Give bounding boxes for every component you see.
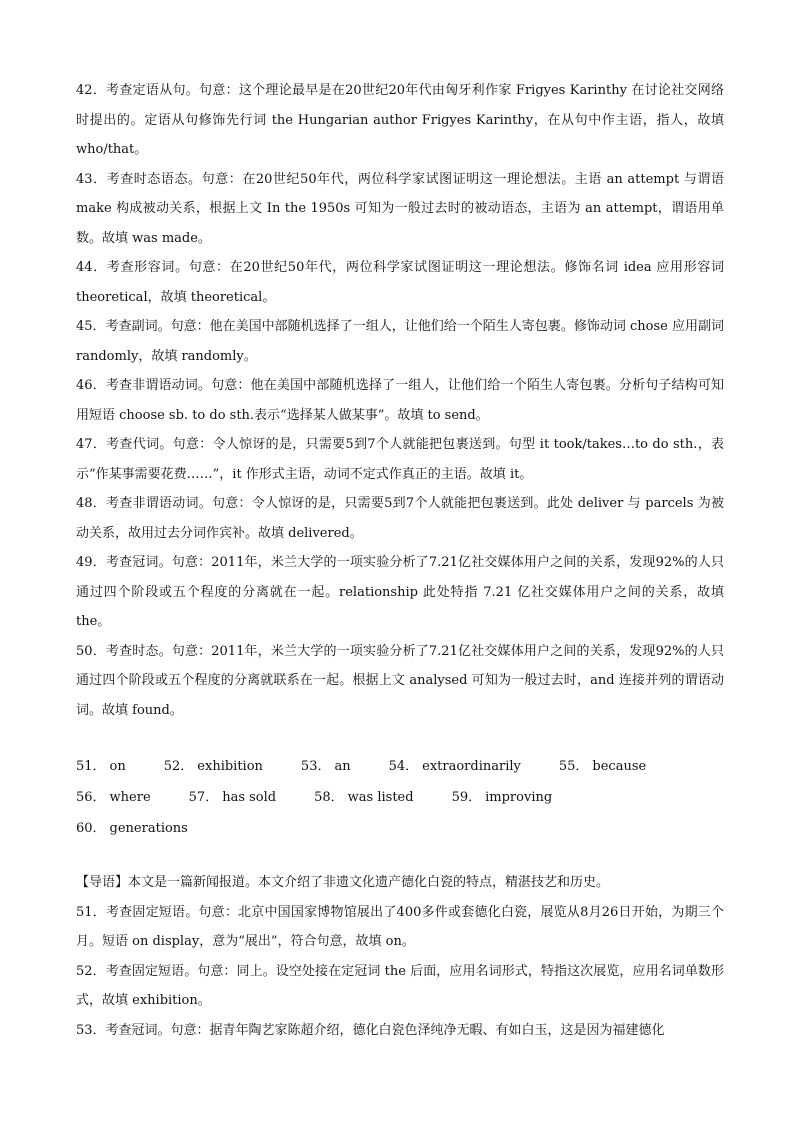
explanation-paragraph: 53．考查冠词。句意：据青年陶艺家陈超介绍，德化白瓷色泽纯净无暇、有如白玉，这是因为福建德化: [76, 1022, 665, 1038]
answer-item: [559, 751, 646, 782]
answer-word: improving: [485, 790, 553, 805]
explanation-paragraph: 52．考查固定短语。句意：同上。设空处接在定冠词 the 后面，应用名词形式，特指这次展览，应用名词单数形式，故填 exhibition。: [76, 963, 724, 1008]
answer-item: [76, 782, 151, 813]
answer-word: where: [109, 790, 151, 805]
answer-word: because: [592, 759, 647, 774]
explanation-paragraph: 44．考查形容词。句意：在20世纪50年代，两位科学家试图证明这一理论想法。修饰名词 idea 应用形容词 theoretical，故填 theoretical。: [76, 260, 724, 305]
answer-item: [76, 813, 188, 844]
answer-word: was listed: [347, 790, 414, 805]
answer-number: 54．: [388, 759, 419, 774]
answer-number: 56．: [76, 790, 106, 805]
answer-number: 51．: [76, 759, 106, 774]
answer-item: [76, 751, 126, 782]
answer-key: [76, 751, 724, 844]
document-content: [76, 76, 724, 1045]
lead-paragraph: 【导语】本文是一篇新闻报道。本文介绍了非遗文化遗产德化白瓷的特点，精湛技艺和历史。: [76, 875, 610, 890]
answer-number: 52．: [163, 759, 194, 774]
answer-word: generations: [109, 821, 188, 836]
answer-number: 60．: [76, 821, 106, 836]
explanation-paragraph: 47．考查代词。句意：令人惊讶的是，只需要5到7个人就能把包裹送到。句型 it took/takes…to do sth.，表示“作某事需要花费……”，it 作形式主语，动词不定式作真正的主语。故填 it。: [76, 437, 724, 482]
explanation-paragraph: 48．考查非谓语动词。句意：令人惊讶的是，只需要5到7个人就能把包裹送到。此处 deliver 与 parcels 为被动关系，故用过去分词作宾补。故填 delivered。: [76, 496, 724, 541]
answer-item: [164, 751, 263, 782]
answer-word: on: [109, 759, 126, 774]
explanation-paragraph: 43．考查时态语态。句意：在20世纪50年代，两位科学家试图证明这一理论想法。主语 an attempt 与谓语 make 构成被动关系，根据上文 In the 1950s 可知为一般过去时的被动语态，主语为 an attempt，谓语用单数。故填 was made。: [76, 171, 724, 246]
answer-number: 59．: [451, 790, 482, 805]
explanation-paragraph: 51．考查固定短语。句意：北京中国国家博物馆展出了400多件或套德化白瓷，展览从8月26日开始，为期三个月。短语 on display，意为“展出”，符合句意，故填 on。: [76, 904, 724, 949]
answer-word: an: [334, 759, 351, 774]
section-gap: [76, 844, 724, 868]
answer-item: [452, 782, 553, 813]
answer-number: 55．: [558, 759, 589, 774]
answer-number: 53．: [300, 759, 331, 774]
answer-number: 57．: [188, 790, 219, 805]
explanation-paragraph: 45．考查副词。句意：他在美国中部随机选择了一组人，让他们给一个陌生人寄包裹。修饰动词 chose 应用副词 randomly，故填 randomly。: [76, 319, 724, 364]
explanations-51-53: [76, 868, 724, 1045]
answer-row: [76, 751, 724, 844]
answer-number: 58．: [314, 790, 344, 805]
explanation-paragraph: 49．考查冠词。句意：2011年，米兰大学的一项实验分析了7.21亿社交媒体用户之间的关系，发现92%的人只通过四个阶段或五个程度的分离就在一起。relationship 此处特指 7.21 亿社交媒体用户之间的关系，故填 the。: [76, 555, 724, 629]
explanation-paragraph: 50．考查时态。句意：2011年，米兰大学的一项实验分析了7.21亿社交媒体用户之间的关系，发现92%的人只通过四个阶段或五个程度的分离就联系在一起。根据上文 analysed 可知为一般过去时，and 连接并列的谓语动词。故填 found。: [76, 643, 724, 718]
explanation-paragraph: 42．考查定语从句。句意：这个理论最早是在20世纪20年代由匈牙利作家 Frigyes Karinthy 在讨论社交网络时提出的。定语从句修饰先行词 the Hungarian author Frigyes Karinthy，在从句中作主语，指人，故填who/that。: [76, 83, 724, 157]
explanation-paragraph: 46．考查非谓语动词。句意：他在美国中部随机选择了一组人，让他们给一个陌生人寄包裹。分析句子结构可知用短语 choose sb. to do sth.表示“选择某人做某事”。故填 to send。: [76, 378, 724, 423]
answer-word: exhibition: [197, 759, 263, 774]
answer-item: [301, 751, 351, 782]
answer-item: [389, 751, 521, 782]
answer-word: extraordinarily: [422, 759, 521, 774]
explanations-42-50: [76, 76, 724, 725]
answer-item: [189, 782, 276, 813]
answer-word: has sold: [222, 790, 277, 805]
answer-item: [314, 782, 413, 813]
